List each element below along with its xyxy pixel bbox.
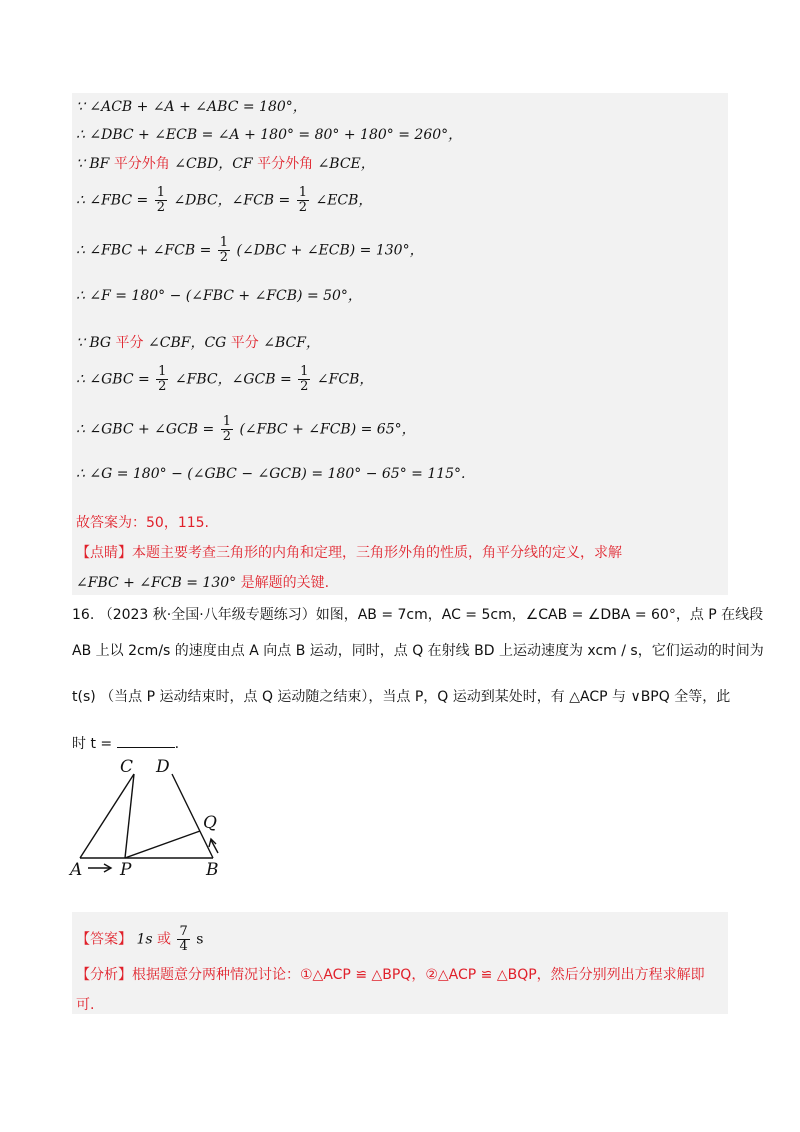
geometry-figure xyxy=(66,752,236,882)
fraction-seven-fourths xyxy=(177,925,189,954)
problem-line-2: AB 上以 2cm/s 的速度由点 A 向点 B 运动，同时，点 Q 在射线 BD 上运动速度为 xcm / s，它们运动的时间为 xyxy=(72,643,764,659)
comment-tag: 【点睛】 xyxy=(76,545,132,561)
solution-line-5 xyxy=(76,236,424,265)
answer-unit: s xyxy=(196,931,204,948)
text: ∴ ∠FBC = xyxy=(76,192,149,209)
fraction-half xyxy=(218,236,230,265)
text-red: 平分 xyxy=(230,335,259,351)
label-b: B xyxy=(206,860,219,880)
comment-text: 本题主要考查三角形的内角和定理，三角形外角的性质，角平分线的定义，求解 xyxy=(132,545,622,561)
text: ∠BCF， xyxy=(263,335,320,351)
analysis-tag: 【分析】 xyxy=(76,967,132,983)
fraction-half xyxy=(297,186,309,215)
label-a: A xyxy=(70,860,83,880)
fraction-half xyxy=(156,365,168,394)
fraction-half xyxy=(298,365,310,394)
numerator: 1 xyxy=(158,364,167,379)
answer-tag: 【答案】 xyxy=(76,931,132,948)
answer-blank xyxy=(117,735,175,748)
text-red: 平分 xyxy=(115,335,144,351)
text: ∠DBC，∠FCB = xyxy=(173,192,291,209)
denominator: 4 xyxy=(179,939,188,954)
fraction-half xyxy=(221,415,233,444)
text: ∴ ∠FBC + ∠FCB = xyxy=(76,242,212,259)
numerator: 1 xyxy=(300,364,309,379)
text: ∵ BF xyxy=(76,156,110,172)
denominator: 2 xyxy=(222,429,231,444)
text: ∠CBF，CG xyxy=(148,335,227,351)
analysis-line-2: 可. xyxy=(76,997,95,1013)
analysis-text: 根据题意分两种情况讨论：①△ACP ≌ △BPQ，②△ACP ≌ △BQP，然后分别列出方程求解即 xyxy=(132,967,705,983)
numerator: 1 xyxy=(156,185,165,200)
label-p: P xyxy=(120,860,132,880)
numerator: 1 xyxy=(219,235,229,250)
final-answer-line: 故答案为：50，115. xyxy=(76,515,209,531)
solution-line-2: ∴ ∠DBC + ∠ECB = ∠A + 180° = 80° + 180° = 260°， xyxy=(76,127,463,143)
problem-line-1: 16. （2023 秋·全国·八年级专题练习）如图，AB = 7cm，AC = 5cm，∠CAB = ∠DBA = 60°，点 P 在线段 xyxy=(72,607,764,623)
solution-line-9 xyxy=(76,415,416,444)
solution-line-7 xyxy=(76,336,320,350)
text: (∠DBC + ∠ECB) = 130°， xyxy=(236,242,424,259)
answer-value-1: 1s xyxy=(136,931,153,948)
text: ∠ECB， xyxy=(315,192,373,209)
numerator: 1 xyxy=(298,185,308,200)
comment-line-1 xyxy=(76,546,622,560)
solution-line-1: ∵ ∠ACB + ∠A + ∠ABC = 180°， xyxy=(76,99,307,115)
denominator: 2 xyxy=(300,379,309,394)
denominator: 2 xyxy=(298,200,308,215)
denominator: 2 xyxy=(156,200,165,215)
comment-line-2 xyxy=(76,576,329,590)
solution-line-3 xyxy=(76,157,375,171)
text: 时 t = xyxy=(72,736,113,752)
problem-line-3: t(s) （当点 P 运动结束时，点 Q 运动随之结束），当点 P，Q 运动到某处时，有 △ACP 与 ∨BPQ 全等，此 xyxy=(72,689,731,705)
text: ∵ BG xyxy=(76,335,112,351)
text-red: 平分外角 xyxy=(113,156,170,172)
text: ∠CBD，CF xyxy=(174,156,253,172)
answer-or: 或 xyxy=(157,931,171,948)
text: ∠BCE， xyxy=(317,156,375,172)
solution-line-6: ∴ ∠F = 180° − (∠FBC + ∠FCB) = 50°， xyxy=(76,288,362,304)
solution-line-4 xyxy=(76,186,372,215)
text: ∠FBC + ∠FCB = 130° xyxy=(76,575,237,591)
text: ∴ ∠GBC = xyxy=(76,371,150,388)
analysis-line-1 xyxy=(76,968,705,982)
text-red: 是解题的关键. xyxy=(240,575,330,591)
fraction-half xyxy=(155,186,167,215)
label-q: Q xyxy=(203,813,217,833)
segment-pq xyxy=(125,831,200,858)
answer-line xyxy=(76,925,203,954)
solution-line-8 xyxy=(76,365,373,394)
text: ∴ ∠GBC + ∠GCB = xyxy=(76,421,215,438)
text: ∠FBC，∠GCB = xyxy=(174,371,292,388)
label-c: C xyxy=(120,757,134,777)
text: (∠FBC + ∠FCB) = 65°， xyxy=(239,421,416,438)
denominator: 2 xyxy=(219,250,229,265)
problem-line-4: 时 t = . xyxy=(72,736,180,752)
solution-line-10: ∴ ∠G = 180° − (∠GBC − ∠GCB) = 180° − 65° = 115°. xyxy=(76,466,466,482)
label-d: D xyxy=(156,757,170,777)
text-red: 平分外角 xyxy=(257,156,314,172)
numerator: 7 xyxy=(179,924,188,939)
text: ∠FCB， xyxy=(316,371,374,388)
denominator: 2 xyxy=(158,379,167,394)
numerator: 1 xyxy=(222,414,231,429)
